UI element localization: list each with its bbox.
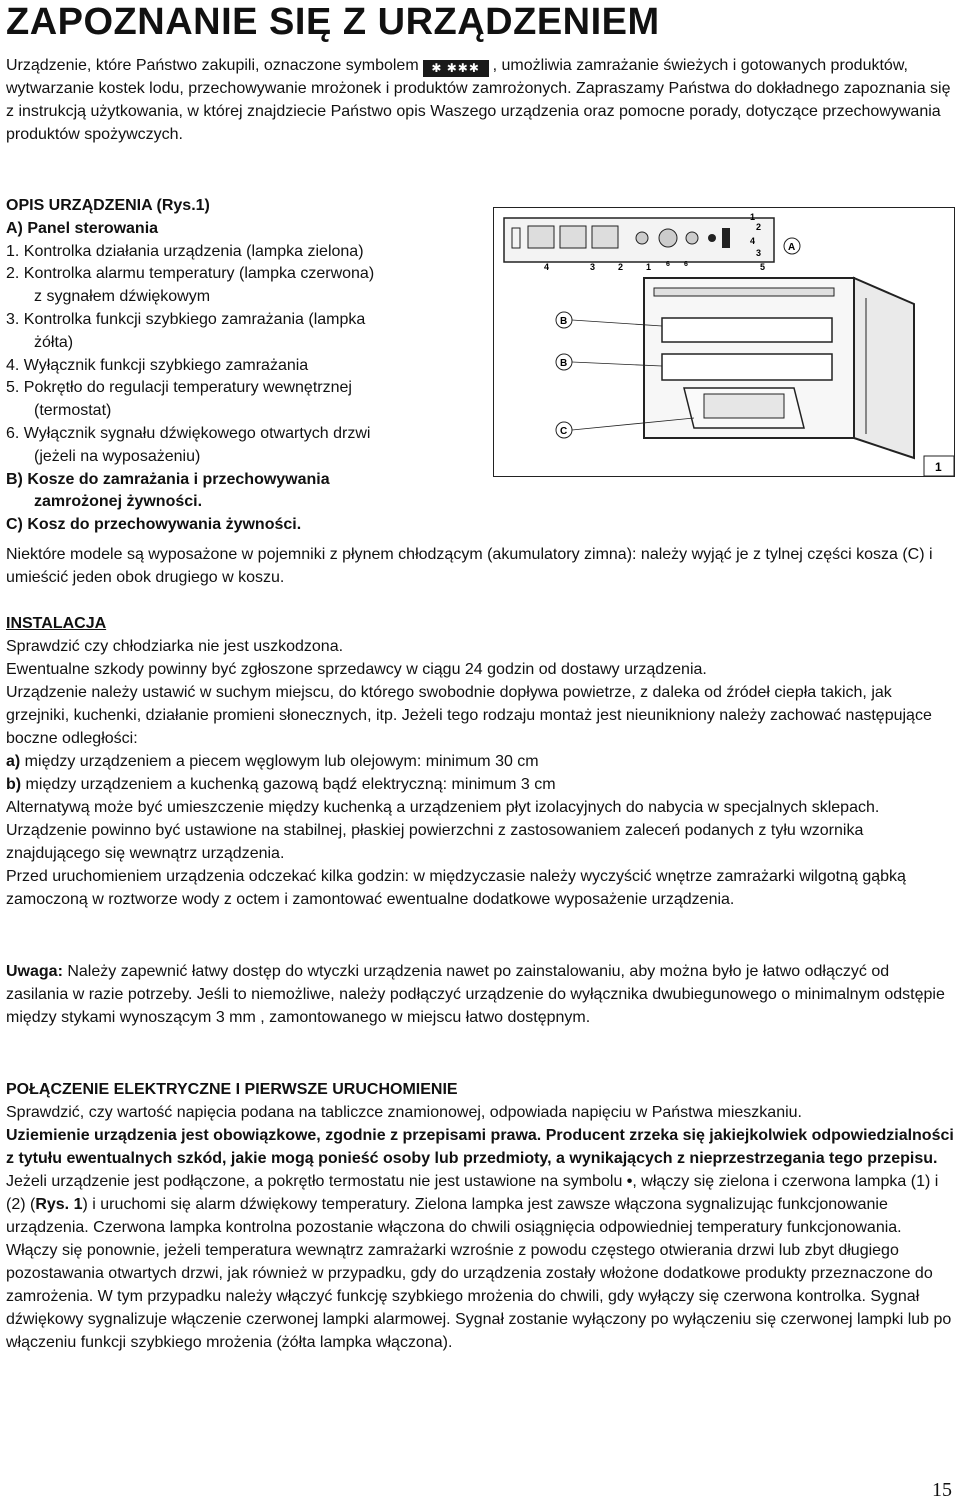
section-uwaga	[6, 960, 954, 1029]
basket-b-upper-shape	[662, 318, 832, 342]
list-item: 4. Wyłącznik funkcji szybkiego zamrażania	[6, 356, 309, 374]
callout-b2: B	[560, 358, 568, 369]
list-item: 5. Pokrętło do regulacji temperatury wewnętrznej	[6, 379, 352, 397]
polaczenie-p3	[6, 1170, 954, 1354]
panel-number: 3	[590, 262, 596, 272]
instalacja-heading: INSTALACJA	[6, 615, 107, 632]
list-item: 2. Kontrolka alarmu temperatury (lampka czerwona)	[6, 265, 375, 283]
panel-number: 4	[544, 262, 550, 272]
panel-number: 5	[760, 262, 766, 272]
switch-knob	[659, 229, 677, 247]
freezer-illustration	[494, 208, 954, 476]
instalacja-after: Przed uruchomieniem urządzenia odczekać kilka godzin: w międzyczasie należy wyczyścić wnętrze zamrażarki wilgotną gąbką zamoczoną w roztworze wody z octem i zamontować ewentualne dodatkowe wyposażenie urządzenia.	[6, 868, 906, 908]
page-number: 15	[932, 1479, 952, 1501]
instalacja-line: Urządzenie należy ustawić w suchym miejscu, do którego swobodnie dopływa powietrze, z daleka od źródeł ciepła takich, jak grzejniki, kuchenki, działanie promieni słonecznych, itp. Jeżeli tego rodzaju montaż jest nieunikniony należy zachować następujące boczne odległości:	[6, 684, 932, 747]
intro-paragraph	[6, 54, 954, 146]
instalacja-line: Sprawdzić czy chłodziarka nie jest uszkodzona.	[6, 638, 344, 655]
section-polaczenie	[6, 1078, 954, 1354]
cold-packs-note: Niektóre modele są wyposażone w pojemniki z płynem chłodzącym (akumulatory zimna): należy wyjąć je z tylnej części kosza (C) i umieścić jeden obok drugiego w koszu.	[6, 546, 933, 586]
instalacja-after: Alternatywą może być umieszczenie między kuchenką a urządzeniem płyt izolacyjnych do nabycia w specjalnych sklepach. Urządzenie powinno być ustawione na stabilnej, płaskiej powierzchni z zastosowaniem zaleceń podanych z tyłu wzornika znajdującego się wewnątrz urządzenia.	[6, 799, 880, 862]
polaczenie-p1: Sprawdzić, czy wartość napięcia podana na tabliczce znamionowej, odpowiada napięciu w Państwa mieszkaniu.	[6, 1104, 802, 1121]
list-item-continuation: (jeżeli na wyposażeniu)	[34, 447, 201, 465]
panel-number: 2	[756, 222, 762, 232]
dot-symbol: •	[626, 1173, 633, 1190]
panel-number: 6	[666, 261, 670, 268]
polaczenie-p3a: Jeżeli urządzenie jest podłączone, a pokrętło termostatu nie jest ustawione na symbolu	[6, 1173, 623, 1190]
panel-number: 6	[684, 261, 688, 268]
polaczenie-p3b: , włączy się zielona i czerwona lampka (1) i (2) (	[6, 1173, 939, 1213]
panel-number: 2	[618, 262, 624, 272]
indicator-lamp-4	[528, 226, 554, 248]
distance-a	[6, 750, 954, 773]
panel-number: 3	[756, 248, 762, 258]
distance-b-label: b)	[6, 776, 22, 793]
intro-text-before: Urządzenie, które Państwo zakupili, oznaczone symbolem	[6, 57, 419, 74]
list-item: 3. Kontrolka funkcji szybkiego zamrażania (lampka	[6, 310, 366, 328]
page-title: ZAPOZNANIE SIĘ Z URZĄDZENIEM	[6, 1, 660, 43]
indicator-lamp-1	[636, 232, 648, 244]
switch-knob-small	[686, 232, 698, 244]
distance-b-text: między urządzeniem a kuchenką gazową bądź elektryczną: minimum 3 cm	[21, 776, 556, 793]
polaczenie-heading: POŁĄCZENIE ELEKTRYCZNE I PIERWSZE URUCHOMIENIE	[6, 1081, 458, 1098]
list-item-continuation: żółta)	[34, 333, 74, 351]
figure-freezer-diagram	[493, 207, 955, 477]
opis-heading: OPIS URZĄDZENIA (Rys.1)	[6, 197, 210, 214]
distance-b	[6, 773, 954, 796]
section-instalacja	[6, 612, 954, 911]
figure-number: 1	[935, 460, 942, 474]
intro-text-after: , umożliwia zamrażanie świeżych i gotowanych produktów, wytwarzanie kostek lodu, przechowywanie mrożonek i produktów zamrożonych. Zapraszamy Państwa do dokładnego zapoznania się z instrukcją użytkowania, w której znajdziecie Państwo opis Waszego urządzenia oraz pomocne porady, dotyczące przechowywania produktów spożywczych.	[6, 57, 951, 143]
panel-number: 4	[750, 236, 756, 246]
indicator-lamp-2	[592, 226, 618, 248]
panel-heading: A) Panel sterowania	[6, 219, 159, 237]
baskets-b-label: B) Kosze do zamrażania i przechowywania	[6, 470, 330, 488]
list-item: 6. Wyłącznik sygnału dźwiękowego otwartych drzwi	[6, 424, 371, 442]
basket-c-label: C) Kosz do przechowywania żywności.	[6, 516, 302, 534]
figure-reference: Rys. 1	[35, 1196, 83, 1213]
list-item-continuation: (termostat)	[34, 402, 112, 420]
callout-c: C	[560, 426, 568, 437]
callout-a: A	[788, 242, 796, 253]
panel-number: 1	[646, 262, 652, 272]
freezer-star-symbol-icon: ✱ ✱✱✱	[423, 60, 489, 77]
uwaga-text: Należy zapewnić łatwy dostęp do wtyczki urządzenia nawet po zainstalowaniu, aby można było je łatwo odłączyć od zasilania w razie potrzeby. Jeśli to niemożliwe, należy podłączyć urządzenie do wyłącznika dwubiegunowego o minimalnym odstępie między stykami wynoszącym 3 mm , zamontowanego w miejscu łatwo dostępnym.	[6, 963, 945, 1026]
polaczenie-p3c: ) i uruchomi się alarm dźwiękowy temperatury. Zielona lampka jest zawsze włączona sygnalizując funkcjonowanie urządzenia. Czerwona lampka kontrolna pozostanie włączona do chwili osiągnięcia odpowiedniej temperatury funkcjonowania. Włączy się ponownie, jeżeli temperatura wewnątrz zamrażarki wzrośnie z powodu częstego otwierania drzwi lub zbyt długiego pozostawania otwartych drzwi, jak również w przypadku, gdy do urządzenia zostały włożone dodatkowe produkty przeznaczone do zamrożenia. W tym przypadku należy włączyć funkcję szybkiego mrożenia do chwili, gdy wyłączy się czerwona kontrolka. Sygnał dźwiękowy sygnalizuje włączenie czerwonej lampki alarmowej. Sygnał zostanie wyłączony po wyłączeniu się czerwonej lampki lub po włączeniu funkcji szybkiego mrożenia (żółta lampka włączona).	[6, 1196, 952, 1351]
indicator-lamp-3	[560, 226, 586, 248]
top-strip	[654, 288, 834, 296]
baskets-b-continuation: zamrożonej żywności.	[34, 493, 203, 511]
list-item-continuation: z sygnałem dźwiękowym	[34, 288, 211, 306]
thermostat-scale	[722, 228, 730, 248]
list-item: 1. Kontrolka działania urządzenia (lampka zielona)	[6, 242, 364, 260]
panel-number: 1	[750, 212, 756, 222]
polaczenie-p2: Uziemienie urządzenia jest obowiązkowe, zgodnie z przepisami prawa. Producent zrzeka się jakiejkolwiek odpowiedzialności z tytułu ewentualnych szkód, jakie mogą ponieść osoby lub przedmioty, a wynikających z nieprzestrzegania tego przepisu.	[6, 1127, 954, 1167]
basket-b-lower-shape	[662, 354, 832, 380]
uwaga-label: Uwaga:	[6, 963, 63, 980]
callout-b1: B	[560, 316, 568, 327]
device-description	[6, 195, 476, 537]
instalacja-line: Ewentualne szkody powinny być zgłoszone sprzedawcy w ciągu 24 godzin od dostawy urządzenia.	[6, 661, 707, 678]
open-door-shape	[854, 278, 914, 458]
dot-icon	[708, 234, 716, 242]
distance-a-label: a)	[6, 753, 21, 770]
basket-c-handle	[704, 394, 784, 418]
distance-a-text: między urządzeniem a piecem węglowym lub olejowym: minimum 30 cm	[20, 753, 539, 770]
